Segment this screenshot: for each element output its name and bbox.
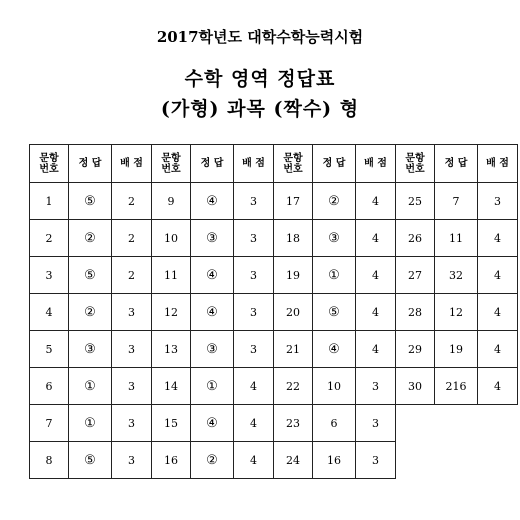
score-cell: 3 (356, 405, 396, 442)
header-score: 배 점 (112, 145, 152, 183)
answer-cell: ③ (191, 331, 234, 368)
answer-cell: 216 (435, 368, 478, 405)
answer-cell: 16 (313, 442, 356, 479)
table-row (30, 368, 518, 405)
score-cell: 3 (112, 331, 152, 368)
score-cell: 3 (478, 183, 518, 220)
score-cell: 3 (234, 331, 274, 368)
answer-cell: ② (191, 442, 234, 479)
answer-cell: ⑤ (69, 257, 112, 294)
score-cell: 4 (356, 183, 396, 220)
empty-cell (396, 442, 435, 479)
answer-cell: ① (69, 368, 112, 405)
answer-cell: 6 (313, 405, 356, 442)
header-num: 문항 번호 (274, 145, 313, 183)
header-answer: 정 답 (313, 145, 356, 183)
subject-type-line: (가형) 과목 (짝수) 형 (160, 98, 360, 120)
score-cell: 3 (356, 368, 396, 405)
score-cell: 4 (234, 405, 274, 442)
question-number-cell: 9 (152, 183, 191, 220)
question-number-cell: 4 (30, 294, 69, 331)
question-number-cell: 11 (152, 257, 191, 294)
header-score: 배 점 (478, 145, 518, 183)
table-row (30, 442, 518, 479)
question-number-cell: 13 (152, 331, 191, 368)
answer-cell: ④ (191, 405, 234, 442)
question-number-cell: 26 (396, 220, 435, 257)
answer-cell: 12 (435, 294, 478, 331)
score-cell: 3 (112, 405, 152, 442)
empty-cell (435, 442, 478, 479)
header-score: 배 점 (234, 145, 274, 183)
question-number-cell: 8 (30, 442, 69, 479)
answer-cell: ③ (69, 331, 112, 368)
score-cell: 3 (234, 183, 274, 220)
header-score: 배 점 (356, 145, 396, 183)
question-number-cell: 25 (396, 183, 435, 220)
score-cell: 3 (112, 294, 152, 331)
empty-cell (478, 442, 518, 479)
answer-cell: ③ (191, 220, 234, 257)
answer-table-title: 수학 영역 정답표 (184, 68, 336, 90)
score-cell: 4 (356, 294, 396, 331)
question-number-cell: 17 (274, 183, 313, 220)
answer-cell: ⑤ (313, 294, 356, 331)
score-cell: 4 (478, 257, 518, 294)
table-row (30, 294, 518, 331)
answer-cell: ② (69, 220, 112, 257)
exam-title: 2017학년도 대학수학능력시험 (156, 28, 364, 46)
header-num: 문항 번호 (152, 145, 191, 183)
question-number-cell: 22 (274, 368, 313, 405)
header-num: 문항 번호 (30, 145, 69, 183)
empty-cell (396, 405, 435, 442)
score-cell: 4 (356, 331, 396, 368)
empty-cell (478, 405, 518, 442)
table-row (30, 405, 518, 442)
answer-cell: ⑤ (69, 442, 112, 479)
answer-cell: 11 (435, 220, 478, 257)
question-number-cell: 23 (274, 405, 313, 442)
table-row (30, 257, 518, 294)
question-number-cell: 14 (152, 368, 191, 405)
table-row (30, 220, 518, 257)
question-number-cell: 18 (274, 220, 313, 257)
score-cell: 3 (234, 294, 274, 331)
question-number-cell: 28 (396, 294, 435, 331)
score-cell: 4 (234, 442, 274, 479)
question-number-cell: 1 (30, 183, 69, 220)
score-cell: 3 (356, 442, 396, 479)
question-number-cell: 19 (274, 257, 313, 294)
answer-cell: 10 (313, 368, 356, 405)
answer-cell: ④ (191, 294, 234, 331)
score-cell: 4 (356, 220, 396, 257)
header-answer: 정 답 (435, 145, 478, 183)
question-number-cell: 6 (30, 368, 69, 405)
score-cell: 4 (478, 220, 518, 257)
score-cell: 4 (478, 294, 518, 331)
score-cell: 2 (112, 183, 152, 220)
answer-cell: ⑤ (69, 183, 112, 220)
answer-cell: ① (191, 368, 234, 405)
question-number-cell: 20 (274, 294, 313, 331)
answer-cell: ① (69, 405, 112, 442)
question-number-cell: 12 (152, 294, 191, 331)
question-number-cell: 2 (30, 220, 69, 257)
answer-cell: ④ (191, 183, 234, 220)
score-cell: 4 (478, 331, 518, 368)
answer-cell: 7 (435, 183, 478, 220)
answer-cell: ④ (191, 257, 234, 294)
answer-cell: 32 (435, 257, 478, 294)
score-cell: 4 (234, 368, 274, 405)
empty-cell (435, 405, 478, 442)
question-number-cell: 21 (274, 331, 313, 368)
question-number-cell: 15 (152, 405, 191, 442)
question-number-cell: 29 (396, 331, 435, 368)
question-number-cell: 24 (274, 442, 313, 479)
score-cell: 3 (112, 368, 152, 405)
question-number-cell: 10 (152, 220, 191, 257)
question-number-cell: 3 (30, 257, 69, 294)
score-cell: 3 (234, 220, 274, 257)
answer-cell: ② (313, 183, 356, 220)
question-number-cell: 7 (30, 405, 69, 442)
answer-cell: ② (69, 294, 112, 331)
score-cell: 2 (112, 220, 152, 257)
header-num: 문항 번호 (396, 145, 435, 183)
score-cell: 4 (356, 257, 396, 294)
score-cell: 3 (112, 442, 152, 479)
score-cell: 4 (478, 368, 518, 405)
answer-table (29, 144, 518, 479)
table-row (30, 183, 518, 220)
question-number-cell: 16 (152, 442, 191, 479)
header-answer: 정 답 (69, 145, 112, 183)
table-row (30, 331, 518, 368)
question-number-cell: 27 (396, 257, 435, 294)
header-answer: 정 답 (191, 145, 234, 183)
question-number-cell: 30 (396, 368, 435, 405)
answer-cell: 19 (435, 331, 478, 368)
question-number-cell: 5 (30, 331, 69, 368)
score-cell: 2 (112, 257, 152, 294)
score-cell: 3 (234, 257, 274, 294)
answer-cell: ① (313, 257, 356, 294)
header-row (30, 145, 518, 183)
answer-cell: ④ (313, 331, 356, 368)
answer-cell: ③ (313, 220, 356, 257)
